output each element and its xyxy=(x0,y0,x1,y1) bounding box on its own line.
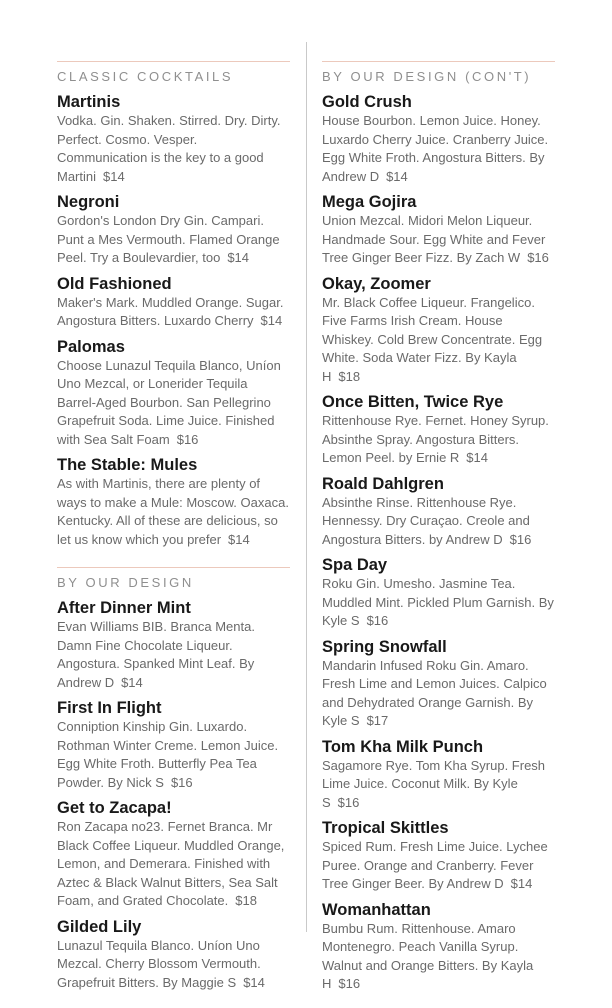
item-price: $16 xyxy=(527,250,549,265)
item-desc-text: Lunazul Tequila Blanco. Uníon Uno Mezcal. Cherry Blossom Vermouth. Grapefruit Bitters. By Maggie S xyxy=(57,937,261,990)
item-name: Spring Snowfall xyxy=(322,637,447,656)
item-description xyxy=(322,294,555,387)
item-price: $14 xyxy=(103,168,125,184)
item-price: $17 xyxy=(366,713,389,728)
item-description xyxy=(57,357,290,450)
item-desc-text: House Bourbon. Lemon Juice. Honey. Luxardo Cherry Juice. Cranberry Juice. Egg White Froth. Angostura Bitters. By Andrew D xyxy=(322,113,549,184)
item-desc-text: Mr. Black Coffee Liqueur. Frangelico. Five Farms Irish Cream. House Whiskey. Cold Brew Concentrate. Egg White. Soda Water Fizz. By Kayla H xyxy=(322,294,543,384)
section-title: CLASSIC COCKTAILS xyxy=(57,69,234,84)
item-description xyxy=(322,575,555,631)
item-description xyxy=(322,657,555,731)
menu-column-left xyxy=(57,61,290,994)
menu-item xyxy=(322,392,555,468)
menu-item xyxy=(57,192,290,268)
item-name: Get to Zacapa! xyxy=(57,799,172,817)
item-name: Tropical Skittles xyxy=(322,819,449,837)
item-price: $14 xyxy=(228,531,250,547)
menu-section xyxy=(322,61,555,994)
menu-item xyxy=(322,192,555,268)
item-desc-text: Ron Zacapa no23. Fernet Branca. Mr Black Coffee Liqueur. Muddled Orange, Lemon, and Demerara. Finished with Aztec & Black Walnut Bitters, Sea Salt Foam, and Grated Chocolate. xyxy=(57,819,285,908)
menu-item xyxy=(57,598,290,692)
item-desc-text: Union Mezcal. Midori Melon Liqueur. Handmade Sour. Egg White and Fever Tree Ginger Beer Fizz. By Zach W xyxy=(322,213,546,265)
item-name: Gold Crush xyxy=(322,93,412,111)
item-desc-text: Absinthe Rinse. Rittenhouse Rye. Hennessy. Dry Curaçao. Creole and Angostura Bitters. by Andrew D xyxy=(322,494,530,547)
section-rule xyxy=(322,61,555,62)
item-name: Roald Dahlgren xyxy=(322,474,444,493)
item-price: $14 xyxy=(386,168,408,184)
item-desc-text: Sagamore Rye. Tom Kha Syrup. Fresh Lime Juice. Coconut Milk. By Kyle S xyxy=(322,757,546,810)
item-name: After Dinner Mint xyxy=(57,599,191,617)
item-price: $16 xyxy=(366,613,389,628)
item-name: Okay, Zoomer xyxy=(322,274,431,293)
item-price: $14 xyxy=(466,450,488,465)
item-desc-text: Conniption Kinship Gin. Luxardo. Rothman Winter Creme. Lemon Juice. Egg White Froth. Butterfly Pea Tea Powder. By Nick S xyxy=(57,719,279,790)
item-description xyxy=(57,618,290,692)
item-description xyxy=(57,937,290,993)
menu-item xyxy=(322,555,555,631)
item-desc-text: Maker's Mark. Muddled Orange. Sugar. Angostura Bitters. Luxardo Cherry xyxy=(57,294,284,328)
section-rule xyxy=(57,567,290,568)
menu-item xyxy=(322,900,555,994)
item-name: Negroni xyxy=(57,193,120,211)
item-name: The Stable: Mules xyxy=(57,456,198,474)
item-description xyxy=(57,112,290,186)
menu-item xyxy=(57,337,290,450)
item-description xyxy=(57,818,290,911)
item-description xyxy=(322,112,555,186)
item-name: First In Flight xyxy=(57,699,162,717)
item-name: Palomas xyxy=(57,337,125,356)
menu-item xyxy=(57,274,290,331)
item-desc-text: As with Martinis, there are plenty of ways to make a Mule: Moscow. Oaxaca. Kentucky. All of these are delicious, so let us know which you prefer xyxy=(57,476,289,547)
item-description xyxy=(57,475,290,549)
item-name: Spa Day xyxy=(322,556,388,574)
item-price: $18 xyxy=(235,893,257,908)
item-name: Gilded Lily xyxy=(57,917,142,936)
item-description xyxy=(322,494,555,550)
item-price: $14 xyxy=(243,974,265,990)
item-desc-text: Evan Williams BIB. Branca Menta. Damn Fine Chocolate Liqueur. Angostura. Spanked Mint Leaf. By Andrew D xyxy=(57,619,255,690)
menu-item xyxy=(322,92,555,186)
menu-item xyxy=(57,698,290,792)
menu-item xyxy=(322,737,555,813)
item-desc-text: Bumbu Rum. Rittenhouse. Amaro Montenegro. Peach Vanilla Syrup. Walnut and Orange Bitters. By Kayla H xyxy=(322,920,534,991)
menu-item xyxy=(322,274,555,387)
item-price: $16 xyxy=(338,976,361,991)
menu-item xyxy=(57,798,290,911)
item-description xyxy=(57,212,290,268)
menu-section xyxy=(57,567,290,992)
item-price: $14 xyxy=(260,313,283,328)
item-description xyxy=(322,757,555,813)
menu-column-right xyxy=(322,61,555,994)
item-price: $16 xyxy=(170,774,193,790)
section-title: BY OUR DESIGN (CON'T) xyxy=(322,69,532,84)
item-desc-text: Choose Lunazul Tequila Blanco, Uníon Uno Mezcal, or Lonerider Tequila Barrel-Aged Bourbon. San Pellegrino Grapefruit Soda. Lime Juice. Finished with Sea Salt Foam xyxy=(57,357,281,447)
item-price: $14 xyxy=(227,250,250,265)
item-price: $16 xyxy=(509,531,532,547)
item-description xyxy=(322,412,555,468)
menu-columns xyxy=(57,61,555,994)
menu-item xyxy=(322,637,555,731)
item-name: Mega Gojira xyxy=(322,193,417,211)
item-desc-text: Vodka. Gin. Shaken. Stirred. Dry. Dirty. Perfect. Cosmo. Vesper. Communication is the key to a good Martini xyxy=(57,113,281,184)
item-name: Womanhattan xyxy=(322,900,431,919)
item-price: $14 xyxy=(121,674,143,690)
item-price: $18 xyxy=(338,368,361,384)
item-description xyxy=(57,294,290,331)
section-rule xyxy=(57,61,290,62)
item-description xyxy=(322,838,555,894)
menu-item xyxy=(57,92,290,186)
item-description xyxy=(322,920,555,994)
item-desc-text: Mandarin Infused Roku Gin. Amaro. Fresh Lime and Lemon Juices. Calpico and Dehydrated Orange Garnish. By Kyle S xyxy=(322,657,547,728)
item-name: Old Fashioned xyxy=(57,274,172,293)
item-desc-text: Roku Gin. Umesho. Jasmine Tea. Muddled Mint. Pickled Plum Garnish. By Kyle S xyxy=(322,576,554,628)
menu-item xyxy=(57,455,290,549)
item-name: Tom Kha Milk Punch xyxy=(322,737,484,756)
menu-item xyxy=(57,917,290,993)
item-price: $14 xyxy=(510,876,533,891)
item-price: $16 xyxy=(337,794,360,810)
item-desc-text: Rittenhouse Rye. Fernet. Honey Syrup. Absinthe Spray. Angostura Bitters. Lemon Peel. by Ernie R xyxy=(322,413,549,465)
item-price: $16 xyxy=(176,431,199,447)
menu-item xyxy=(322,474,555,550)
item-name: Once Bitten, Twice Rye xyxy=(322,393,504,411)
item-name: Martinis xyxy=(57,93,121,111)
item-description xyxy=(322,212,555,268)
section-title: BY OUR DESIGN xyxy=(57,575,194,590)
item-desc-text: Spiced Rum. Fresh Lime Juice. Lychee Puree. Orange and Cranberry. Fever Tree Ginger Beer. By Andrew D xyxy=(322,839,548,891)
item-desc-text: Gordon's London Dry Gin. Campari. Punt a Mes Vermouth. Flamed Orange Peel. Try a Boulevardier, too xyxy=(57,213,280,265)
menu-section xyxy=(57,61,290,549)
menu-item xyxy=(322,818,555,894)
item-description xyxy=(57,718,290,792)
